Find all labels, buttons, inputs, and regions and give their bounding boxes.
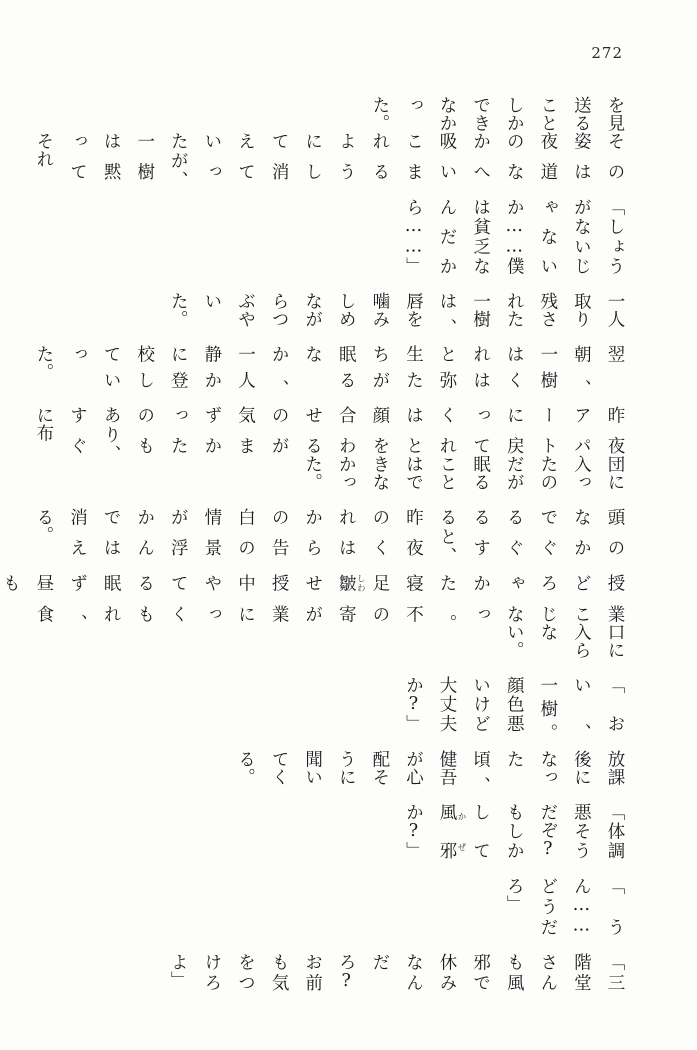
ruby-shiwa [336,573,366,605]
paragraph: 放課後になった頃、 健吾が心配そうに聞いてくる。 [235,749,625,805]
paragraph: 「おい、 一樹。 顔色悪いけど大丈夫か?」 [403,676,625,752]
paragraph: 頭のなかでぐるぐるすると、 昨夜のくれはからの告白の情景が浮かんでは消える。 [33,508,625,575]
paragraph: 団に入ったのだが眠ることはできなかった。 [302,454,625,492]
paragraph: 「三階堂さんも風邪で休みなんだろ? お前も気をつけろよ」 [168,953,625,1011]
ruby-kaze [437,803,467,860]
paragraph: 「しょうがないじゃないか……僕は貧乏なんだから……」 [403,197,625,276]
ruby-line-text-after: か?」 [403,803,424,860]
ruby-reading: しわ [355,573,366,592]
paragraph: その姿は夜道のなかへ吸いこまれるようにして消えていったが、 一樹は黙ってそれ [33,132,625,199]
paragraph: 「うん……どうだろ」 [504,876,625,937]
paragraph: 一人取り残された一樹は、 唇を噛みしめながらつぶやいた。 [168,292,625,347]
ruby-line-text: 「体調悪そうだぞ? もしかして [470,803,625,879]
ruby-line-text-after: 寄せが授業中にやってくるも眠れず、 昼食も [0,573,357,642]
ruby-base: 皺 [336,573,357,605]
ruby-reading: かぜ [456,803,467,860]
page-number: 272 [591,44,623,62]
paragraph: 翌朝、 一樹はくれはと弥生たちが眠るなか、 一人静かに登校していった。 [33,345,625,408]
paragraph: 口に入らない。 [504,622,625,660]
paragraph: を見送ることしかできなかった。 [369,96,625,133]
paragraph: 昨夜アパートに戻ってくれはと顔を合わせるのが気まずかったのもあり、 すぐに布 [33,406,625,474]
ruby-line-text: 授業どころじゃなかった。 寝不足の [369,573,625,642]
ruby-base: 風邪 [437,803,458,860]
paragraph-with-ruby [396,786,631,879]
page-text-body [0,96,631,1011]
